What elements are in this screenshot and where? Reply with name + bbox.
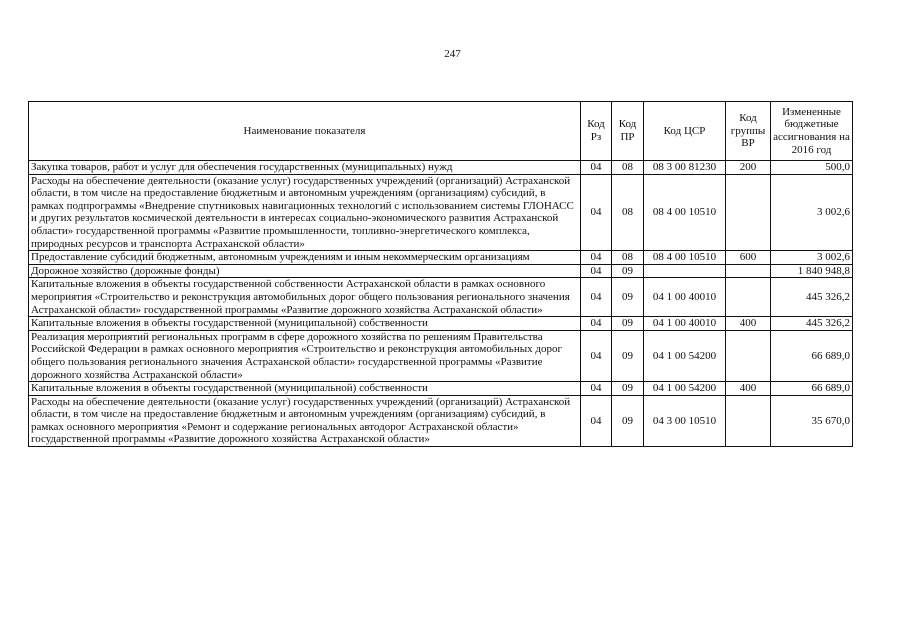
cell-vr: 200: [726, 161, 771, 175]
table-row: [29, 330, 853, 381]
cell-pr: 09: [612, 382, 644, 396]
cell-name: Закупка товаров, работ и услуг для обеспечения государственных (муниципальных) нужд: [29, 161, 581, 175]
table-row: [29, 251, 853, 265]
cell-pr: 08: [612, 251, 644, 265]
cell-pr: 09: [612, 330, 644, 381]
table-row: [29, 161, 853, 175]
header-pr: Код ПР: [612, 102, 644, 161]
table-row: [29, 264, 853, 278]
cell-rz: 04: [581, 382, 612, 396]
cell-rz: 04: [581, 395, 612, 446]
cell-rz: 04: [581, 174, 612, 251]
header-vr: Код группы ВР: [726, 102, 771, 161]
cell-amount: 445 326,2: [771, 278, 853, 317]
table-row: [29, 382, 853, 396]
cell-name: Реализация мероприятий региональных программ в сфере дорожного хозяйства по решениям Правительства Российской Федерации в рамках основного мероприятия «Строительство и реконструкция автомобильных дорог общего пользования регионального значения Астраханской области» государственной программы «Развитие дорожного хозяйства Астраханской области»: [29, 330, 581, 381]
cell-amount: 66 689,0: [771, 382, 853, 396]
cell-amount: 66 689,0: [771, 330, 853, 381]
cell-csr: 04 1 00 54200: [644, 382, 726, 396]
cell-pr: 09: [612, 278, 644, 317]
cell-name: Расходы на обеспечение деятельности (оказание услуг) государственных учреждений (организаций) Астраханской области, в том числе на предоставление бюджетным и автономным учреждениям (организациям) субсидий, в рамках основного мероприятия «Ремонт и содержание региональных автодорог Астраханской области» государственной программы «Развитие дорожного хозяйства Астраханской области»: [29, 395, 581, 446]
budget-table: [28, 101, 853, 447]
cell-rz: 04: [581, 330, 612, 381]
table-header-row: [29, 102, 853, 161]
cell-csr: 08 4 00 10510: [644, 251, 726, 265]
cell-csr: 04 1 00 40010: [644, 317, 726, 331]
cell-rz: 04: [581, 317, 612, 331]
cell-vr: 600: [726, 251, 771, 265]
cell-rz: 04: [581, 161, 612, 175]
cell-amount: 1 840 948,8: [771, 264, 853, 278]
cell-amount: 3 002,6: [771, 251, 853, 265]
cell-csr: 08 4 00 10510: [644, 174, 726, 251]
cell-csr: 08 3 00 81230: [644, 161, 726, 175]
cell-amount: 500,0: [771, 161, 853, 175]
cell-amount: 445 326,2: [771, 317, 853, 331]
cell-vr: 400: [726, 382, 771, 396]
cell-vr: [726, 174, 771, 251]
cell-name: Капитальные вложения в объекты государственной (муниципальной) собственности: [29, 382, 581, 396]
cell-rz: 04: [581, 278, 612, 317]
cell-vr: 400: [726, 317, 771, 331]
cell-pr: 09: [612, 395, 644, 446]
cell-rz: 04: [581, 251, 612, 265]
cell-csr: 04 1 00 40010: [644, 278, 726, 317]
cell-amount: 35 670,0: [771, 395, 853, 446]
cell-csr: [644, 264, 726, 278]
header-amount: Измененные бюджетные ассигнования на 2016 год: [771, 102, 853, 161]
page-number: 247: [444, 48, 461, 60]
cell-name: Капитальные вложения в объекты государственной собственности Астраханской области в рамках основного мероприятия «Строительство и реконструкция автомобильных дорог общего пользования регионального значения Астраханской области» государственной программы «Развитие дорожного хозяйства Астраханской области»: [29, 278, 581, 317]
cell-pr: 08: [612, 174, 644, 251]
cell-name: Дорожное хозяйство (дорожные фонды): [29, 264, 581, 278]
cell-rz: 04: [581, 264, 612, 278]
cell-csr: 04 3 00 10510: [644, 395, 726, 446]
cell-csr: 04 1 00 54200: [644, 330, 726, 381]
cell-pr: 08: [612, 161, 644, 175]
cell-pr: 09: [612, 264, 644, 278]
header-csr: Код ЦСР: [644, 102, 726, 161]
cell-amount: 3 002,6: [771, 174, 853, 251]
cell-name: Капитальные вложения в объекты государственной (муниципальной) собственности: [29, 317, 581, 331]
header-name: Наименование показателя: [29, 102, 581, 161]
cell-pr: 09: [612, 317, 644, 331]
cell-vr: [726, 278, 771, 317]
header-rz: Код Рз: [581, 102, 612, 161]
cell-vr: [726, 395, 771, 446]
cell-vr: [726, 330, 771, 381]
table-row: [29, 395, 853, 446]
table-row: [29, 278, 853, 317]
cell-vr: [726, 264, 771, 278]
cell-name: Расходы на обеспечение деятельности (оказание услуг) государственных учреждений (организаций) Астраханской области, в том числе на предоставление бюджетным и автономным учреждениям (организациям) субсидий, в рамках подпрограммы «Внедрение спутниковых навигационных технологий с использованием системы ГЛОНАСС и других результатов космической деятельности в интересах социально-экономического развития Астраханской области» государственной программы «Развитие промышленности, топливно-энергетического комплекса, природных ресурсов и транспорта Астраханской области»: [29, 174, 581, 251]
table-row: [29, 317, 853, 331]
cell-name: Предоставление субсидий бюджетным, автономным учреждениям и иным некоммерческим организациям: [29, 251, 581, 265]
table-row: [29, 174, 853, 251]
